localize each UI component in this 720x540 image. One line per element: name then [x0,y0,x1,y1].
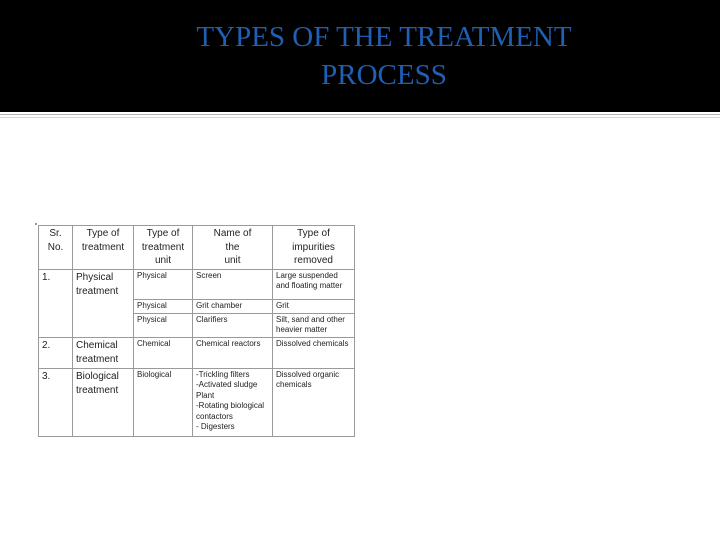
cell-impurities: Large suspended and floating matter [273,269,355,300]
cell-unit-name: -Trickling filters -Activated sludge Plant -Rotating biological contactors - Digesters [193,368,273,436]
cell-sr: 3. [39,368,73,436]
cell-unit-name: Screen [193,269,273,300]
header-name-of-unit: Name of the unit [193,226,273,270]
cell-unit-name: Clarifiers [193,313,273,337]
title-banner [0,0,720,112]
cell-sr: 1. [39,269,73,300]
slide-title [0,18,720,94]
table-row [39,300,355,314]
cell-impurities: Dissolved chemicals [273,337,355,368]
header-type-of-treatment: Type of treatment [73,226,134,270]
cell-unit-name: Chemical reactors [193,337,273,368]
header-type-of-treatment-unit: Type of treatment unit [134,226,193,270]
cell-impurities: Silt, sand and other heavier matter [273,313,355,337]
header-sr-no: Sr. No. [39,226,73,270]
cell-unit-type: Biological [134,368,193,436]
slide-title-line2: PROCESS [321,59,447,91]
cell-sr: 2. [39,337,73,368]
cell-treatment: Biological treatment [73,368,134,436]
cell-impurities: Grit [273,300,355,314]
cell-treatment: Chemical treatment [73,337,134,368]
table-row [39,337,355,368]
cell-impurities: Dissolved organic chemicals [273,368,355,436]
divider-line-secondary [0,117,720,118]
cell-unit-type: Physical [134,269,193,300]
cell-unit-type: Chemical [134,337,193,368]
cell-treatment [73,300,134,314]
table-row [39,368,355,436]
table-header-row [39,226,355,270]
treatment-types-table [38,225,355,437]
cell-sr [39,313,73,337]
cell-unit-name: Grit chamber [193,300,273,314]
cell-unit-type: Physical [134,300,193,314]
cell-sr [39,300,73,314]
divider-line [0,114,720,115]
table-row [39,269,355,300]
table-row [39,313,355,337]
cell-treatment: Physical treatment [73,269,134,300]
cell-unit-type: Physical [134,313,193,337]
cell-treatment [73,313,134,337]
header-impurities-removed: Type of impurities removed [273,226,355,270]
marker-dot [35,223,37,225]
slide-title-line1: TYPES OF THE TREATMENT [196,21,572,53]
